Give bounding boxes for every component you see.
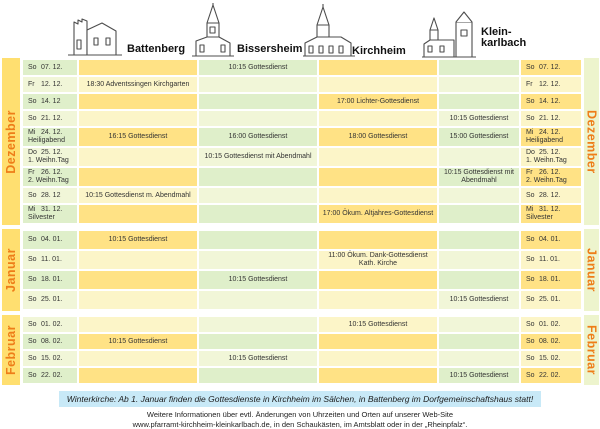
date-line xyxy=(28,256,75,264)
date-cell-r xyxy=(521,128,581,146)
date-line xyxy=(526,206,579,214)
service-cell xyxy=(319,271,437,289)
schedule-table-januar xyxy=(21,229,583,311)
service-cell xyxy=(199,111,317,126)
village-label-battenberg: Battenberg xyxy=(127,43,185,55)
service-cell xyxy=(199,334,317,349)
service-cell: 16:15 Gottesdienst xyxy=(79,128,197,146)
winterkirche-banner: Winterkirche: Ab 1. Januar finden die Gottesdienste in Kirchheim im Sälchen, in Battenberg im Dorfgemeinschaftshaus statt! xyxy=(59,391,541,407)
service-cell: 10:15 Gottesdienst xyxy=(319,317,437,332)
holiday-note: Silvester xyxy=(28,214,75,222)
service-cell xyxy=(199,188,317,203)
date-cell-r xyxy=(521,111,581,126)
date-value: 31. 12. xyxy=(539,206,560,214)
date-line xyxy=(526,169,579,177)
month-block-dezember xyxy=(2,58,598,225)
date-value: 25. 12. xyxy=(539,149,560,157)
service-cell xyxy=(79,271,197,289)
month-label-left-dezember: Dezember xyxy=(4,110,18,174)
schedule-row xyxy=(23,271,581,289)
date-cell-r xyxy=(521,317,581,332)
date-cell-r xyxy=(521,94,581,109)
date-line xyxy=(526,149,579,157)
date-line xyxy=(526,129,579,137)
day-abbrev: So xyxy=(526,256,539,264)
date-cell-l xyxy=(23,271,77,289)
service-cell: 10:15 Gottesdienst xyxy=(199,60,317,75)
date-cell-r xyxy=(521,77,581,92)
date-cell-l xyxy=(23,77,77,92)
schedule-row xyxy=(23,111,581,126)
service-cell xyxy=(319,334,437,349)
day-abbrev: So xyxy=(28,192,41,200)
footer xyxy=(0,410,600,429)
day-abbrev: So xyxy=(28,115,41,123)
service-cell xyxy=(439,77,519,92)
day-abbrev: So xyxy=(28,64,41,72)
service-cell xyxy=(319,60,437,75)
day-abbrev: So xyxy=(526,355,539,363)
date-line xyxy=(526,236,579,244)
service-cell xyxy=(319,168,437,186)
date-cell-l xyxy=(23,317,77,332)
schedule-row xyxy=(23,168,581,186)
schedule xyxy=(0,58,600,385)
date-value: 15. 02. xyxy=(41,355,62,363)
day-abbrev: So xyxy=(526,372,539,380)
schedule-row xyxy=(23,251,581,269)
date-value: 22. 02. xyxy=(41,372,62,380)
date-value: 08. 02. xyxy=(41,338,62,346)
service-cell: 10:15 Gottesdienst xyxy=(439,111,519,126)
village-header xyxy=(0,0,600,58)
service-cell: 10:15 Gottesdienst mit Abendmahl xyxy=(199,148,317,166)
service-cell xyxy=(319,77,437,92)
date-cell-r xyxy=(521,291,581,309)
service-cell xyxy=(79,148,197,166)
service-cell: 10:15 Gottesdienst xyxy=(439,291,519,309)
month-label-left-januar: Januar xyxy=(4,248,18,292)
date-cell-l xyxy=(23,94,77,109)
day-abbrev: Do xyxy=(28,149,41,157)
service-cell: 10:15 Gottesdienst xyxy=(199,351,317,366)
service-cell xyxy=(439,251,519,269)
date-value: 07. 12. xyxy=(41,64,62,72)
service-cell: 10:15 Gottesdienst xyxy=(199,271,317,289)
service-cell: 10:15 Gottesdienst xyxy=(79,334,197,349)
date-cell-r xyxy=(521,368,581,383)
day-abbrev: So xyxy=(526,338,539,346)
service-cell xyxy=(199,77,317,92)
date-cell-l xyxy=(23,351,77,366)
date-line xyxy=(526,321,579,329)
date-cell-r xyxy=(521,351,581,366)
village-label-kleinkarlbach xyxy=(481,27,526,49)
date-value: 26. 12. xyxy=(539,169,560,177)
service-cell xyxy=(199,168,317,186)
date-cell-r xyxy=(521,231,581,249)
service-cell xyxy=(199,231,317,249)
footer-line1: Weitere Informationen über evtl. Änderungen von Uhrzeiten und Orten auf unserer Web-Site xyxy=(0,410,600,420)
day-abbrev: Mi xyxy=(28,129,41,137)
day-abbrev: So xyxy=(28,372,41,380)
holiday-note: 1. Weihn.Tag xyxy=(28,157,75,165)
date-cell-l xyxy=(23,128,77,146)
date-line xyxy=(28,192,75,200)
month-label-right-februar: Februar xyxy=(585,325,599,375)
date-value: 01. 02. xyxy=(41,321,62,329)
schedule-row xyxy=(23,77,581,92)
service-cell: 17:00 Ökum. Altjahres-Gottesdienst xyxy=(319,205,437,223)
holiday-note: 1. Weihn.Tag xyxy=(526,157,579,165)
service-cell xyxy=(199,205,317,223)
date-cell-r xyxy=(521,148,581,166)
schedule-row xyxy=(23,94,581,109)
date-value: 15. 02. xyxy=(539,355,560,363)
date-value: 14. 12 xyxy=(41,98,60,106)
service-cell xyxy=(79,205,197,223)
service-cell xyxy=(439,188,519,203)
date-line xyxy=(526,115,579,123)
date-line xyxy=(28,206,75,214)
date-line xyxy=(28,355,75,363)
day-abbrev: So xyxy=(526,115,539,123)
day-abbrev: So xyxy=(28,338,41,346)
date-cell-l xyxy=(23,188,77,203)
service-cell xyxy=(79,351,197,366)
date-value: 21. 12. xyxy=(41,115,62,123)
church-icon-kirchheim xyxy=(303,3,355,57)
month-strip-left-dezember xyxy=(2,58,20,225)
schedule-row xyxy=(23,351,581,366)
footer-line2: www.pfarramt-kirchheim-kleinkarlbach.de, in den Schaukästen, im Amtsblatt oder in der „Rheinpfalz“. xyxy=(0,420,600,429)
service-cell xyxy=(439,94,519,109)
service-cell xyxy=(319,291,437,309)
month-strip-right-februar xyxy=(584,315,599,385)
church-icon-bissersheim xyxy=(190,3,236,57)
service-cell xyxy=(319,148,437,166)
service-cell xyxy=(439,271,519,289)
day-abbrev: So xyxy=(28,98,41,106)
month-strip-left-januar xyxy=(2,229,20,311)
date-value: 28. 12. xyxy=(539,192,560,200)
holiday-note: Heiligabend xyxy=(526,137,579,145)
holiday-note: Heiligabend xyxy=(28,137,75,145)
service-cell xyxy=(439,351,519,366)
holiday-note: Silvester xyxy=(526,214,579,222)
service-cell xyxy=(319,111,437,126)
date-line xyxy=(526,338,579,346)
day-abbrev: Mi xyxy=(526,129,539,137)
date-value: 25. 12. xyxy=(41,149,62,157)
service-cell xyxy=(199,368,317,383)
schedule-row xyxy=(23,334,581,349)
service-cell xyxy=(199,251,317,269)
date-line xyxy=(526,98,579,106)
date-line xyxy=(526,81,579,89)
day-abbrev: So xyxy=(28,276,41,284)
schedule-row xyxy=(23,128,581,146)
day-abbrev: Mi xyxy=(526,206,539,214)
day-abbrev: So xyxy=(526,98,539,106)
date-cell-l xyxy=(23,60,77,75)
service-cell: 15:00 Gottesdienst xyxy=(439,128,519,146)
date-value: 22. 02. xyxy=(539,372,560,380)
village-label-kleinkarlbach-line1: Klein- xyxy=(481,27,526,38)
day-abbrev: Fr xyxy=(28,81,41,89)
date-line xyxy=(28,115,75,123)
service-cell: 10:15 Gottesdienst xyxy=(439,368,519,383)
month-label-left-februar: Februar xyxy=(4,325,18,375)
date-value: 04. 01. xyxy=(41,236,62,244)
date-cell-r xyxy=(521,205,581,223)
service-cell xyxy=(79,317,197,332)
date-cell-l xyxy=(23,148,77,166)
date-cell-l xyxy=(23,334,77,349)
date-line xyxy=(526,296,579,304)
date-value: 25. 01. xyxy=(539,296,560,304)
service-cell xyxy=(439,334,519,349)
date-value: 26. 12. xyxy=(41,169,62,177)
day-abbrev: Fr xyxy=(526,81,539,89)
service-cell xyxy=(439,60,519,75)
date-value: 31. 12. xyxy=(41,206,62,214)
date-line xyxy=(28,321,75,329)
date-line xyxy=(526,192,579,200)
date-cell-l xyxy=(23,111,77,126)
service-cell: 17:00 Lichter-Gottesdienst xyxy=(319,94,437,109)
service-cell: 10:15 Gottesdienst xyxy=(79,231,197,249)
banner-row xyxy=(0,389,600,407)
date-line xyxy=(28,236,75,244)
village-label-kleinkarlbach-line2: karlbach xyxy=(481,38,526,49)
month-block-januar xyxy=(2,229,598,311)
service-cell xyxy=(439,231,519,249)
date-line xyxy=(526,64,579,72)
day-abbrev: Do xyxy=(526,149,539,157)
service-cell xyxy=(319,368,437,383)
day-abbrev: So xyxy=(526,321,539,329)
date-line xyxy=(28,276,75,284)
service-cell xyxy=(439,205,519,223)
day-abbrev: Fr xyxy=(526,169,539,177)
day-abbrev: So xyxy=(28,355,41,363)
day-abbrev: So xyxy=(526,192,539,200)
service-cell: 16:00 Gottesdienst xyxy=(199,128,317,146)
month-strip-right-januar xyxy=(584,229,599,311)
day-abbrev: Fr xyxy=(28,169,41,177)
date-cell-r xyxy=(521,188,581,203)
day-abbrev: So xyxy=(28,256,41,264)
day-abbrev: So xyxy=(526,296,539,304)
date-cell-l xyxy=(23,231,77,249)
schedule-row xyxy=(23,205,581,223)
church-icon-battenberg xyxy=(66,12,124,56)
date-line xyxy=(28,169,75,177)
service-cell xyxy=(439,317,519,332)
date-value: 08. 02. xyxy=(539,338,560,346)
date-value: 25. 01. xyxy=(41,296,62,304)
day-abbrev: So xyxy=(526,64,539,72)
date-line xyxy=(526,256,579,264)
service-cell xyxy=(79,368,197,383)
date-line xyxy=(526,276,579,284)
date-cell-l xyxy=(23,368,77,383)
service-cell xyxy=(79,94,197,109)
date-cell-l xyxy=(23,168,77,186)
day-abbrev: So xyxy=(526,276,539,284)
day-abbrev: So xyxy=(28,321,41,329)
day-abbrev: So xyxy=(28,236,41,244)
service-cell xyxy=(79,251,197,269)
date-cell-r xyxy=(521,60,581,75)
month-block-februar xyxy=(2,315,598,385)
service-cell: 18:30 Adventssingen Kirchgarten xyxy=(79,77,197,92)
date-value: 24. 12. xyxy=(41,129,62,137)
schedule-row xyxy=(23,291,581,309)
service-cell xyxy=(319,231,437,249)
service-cell: 18:00 Gottesdienst xyxy=(319,128,437,146)
date-value: 04. 01. xyxy=(539,236,560,244)
date-cell-l xyxy=(23,205,77,223)
date-value: 07. 12. xyxy=(539,64,560,72)
schedule-row xyxy=(23,148,581,166)
month-strip-left-februar xyxy=(2,315,20,385)
service-cell xyxy=(319,188,437,203)
village-label-bissersheim: Bissersheim xyxy=(237,43,302,55)
date-line xyxy=(28,81,75,89)
service-cell xyxy=(79,291,197,309)
service-cell xyxy=(199,317,317,332)
date-value: 18. 01. xyxy=(539,276,560,284)
date-value: 18. 01. xyxy=(41,276,62,284)
date-line xyxy=(28,338,75,346)
date-value: 12. 12. xyxy=(539,81,560,89)
date-cell-r xyxy=(521,334,581,349)
date-cell-r xyxy=(521,168,581,186)
day-abbrev: Mi xyxy=(28,206,41,214)
date-line xyxy=(526,355,579,363)
date-line xyxy=(28,296,75,304)
date-cell-r xyxy=(521,271,581,289)
month-strip-right-dezember xyxy=(584,58,599,225)
date-value: 24. 12. xyxy=(539,129,560,137)
schedule-row xyxy=(23,188,581,203)
date-line xyxy=(28,98,75,106)
date-line xyxy=(28,64,75,72)
date-line xyxy=(526,372,579,380)
date-value: 21. 12. xyxy=(539,115,560,123)
service-cell: 11:00 Ökum. Dank-Gottesdienst Kath. Kirche xyxy=(319,251,437,269)
schedule-row xyxy=(23,368,581,383)
holiday-note: 2. Weihn.Tag xyxy=(28,177,75,185)
schedule-row xyxy=(23,231,581,249)
month-label-right-dezember: Dezember xyxy=(585,110,599,174)
date-line xyxy=(28,372,75,380)
month-label-right-januar: Januar xyxy=(585,248,599,292)
date-cell-l xyxy=(23,251,77,269)
schedule-table-februar xyxy=(21,315,583,385)
date-value: 11. 01. xyxy=(41,256,62,264)
date-cell-l xyxy=(23,291,77,309)
date-value: 12. 12. xyxy=(41,81,62,89)
day-abbrev: So xyxy=(526,236,539,244)
date-value: 11. 01. xyxy=(539,256,560,264)
service-cell xyxy=(79,168,197,186)
schedule-row xyxy=(23,60,581,75)
service-cell xyxy=(199,291,317,309)
date-line xyxy=(28,149,75,157)
service-cell xyxy=(199,94,317,109)
schedule-row xyxy=(23,317,581,332)
service-cell xyxy=(79,60,197,75)
date-value: 01. 02. xyxy=(539,321,560,329)
service-cell: 10:15 Gottesdienst m. Abendmahl xyxy=(79,188,197,203)
church-icon-kleinkarlbach xyxy=(420,8,478,58)
service-cell: 10:15 Gottesdienst mit Abendmahl xyxy=(439,168,519,186)
day-abbrev: So xyxy=(28,296,41,304)
service-cell xyxy=(79,111,197,126)
village-label-kirchheim: Kirchheim xyxy=(352,45,406,57)
date-line xyxy=(28,129,75,137)
service-cell xyxy=(319,351,437,366)
date-cell-r xyxy=(521,251,581,269)
date-value: 14. 12. xyxy=(539,98,560,106)
holiday-note: 2. Weihn.Tag xyxy=(526,177,579,185)
date-value: 28. 12 xyxy=(41,192,60,200)
service-cell xyxy=(439,148,519,166)
schedule-table-dezember xyxy=(21,58,583,225)
